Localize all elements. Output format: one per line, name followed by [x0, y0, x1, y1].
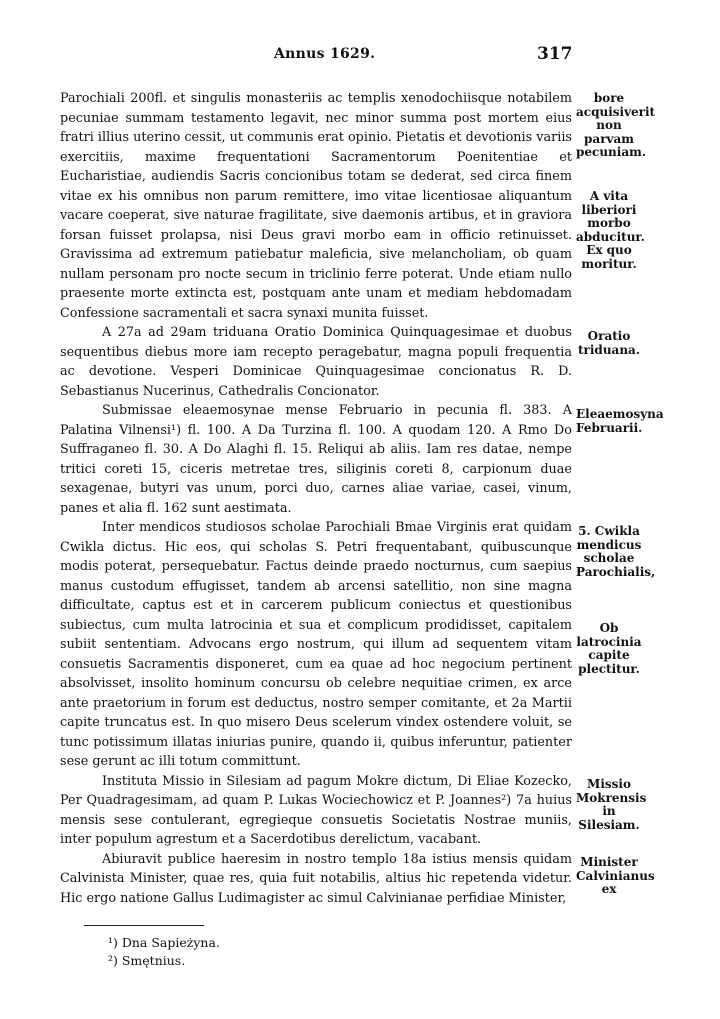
footnote-rule	[84, 925, 204, 926]
margin-note: Ob latrocinia capite plectitur.	[576, 621, 642, 676]
paragraph-5: Instituta Missio in Silesiam ad pagum Mokre dictum, Di Eliae Kozecko, Per Quadragesimam, ad quam P. Lukas Wociechowicz et P. Joannes²) 7a huius mensis sese contulerant, egregieque consuetis Societatis Nostrae muniis, inter populum agrestum et a Sacerdotibus derelictum, vacabant.	[60, 773, 572, 847]
margin-note: Missio Mokrensis in Silesiam.	[576, 777, 647, 832]
margin-note: Oratio triduana.	[578, 329, 640, 357]
footnote-1: ¹) Dna Sapieżyna.	[108, 935, 220, 950]
paragraph-6: Abiuravit publice haeresim in nostro templo 18a istius mensis quidam Calvinista Minister, quae res, quia fuit notabilis, altius hic repetenda videtur. Hic ergo natione Gallus Ludimagister ac simul Calvinianae perfidiae Minister,	[60, 851, 572, 906]
margin-note: Minister Calvinianus ex	[576, 855, 655, 896]
page-header	[0, 46, 720, 70]
page-number: 317	[537, 44, 573, 64]
paragraph-2: A 27a ad 29am triduana Oratio Dominica Quinquagesimae et duobus sequentibus diebus more iam recepto peragebatur, magna populi frequentia ac devotione. Vesperi Dominicae Quinquagesimae concionatus R. D. Sebastianus Nucerinus, Cathedralis Concionator.	[60, 325, 572, 399]
margin-note: 5. Cwikla mendicus scholae Parochialis,	[576, 524, 656, 579]
footnotes	[62, 925, 572, 970]
margin-note: Eleaemosyna Februarii.	[576, 407, 664, 435]
footnote-2: ²) Smętnius.	[108, 953, 186, 968]
paragraph-4: Inter mendicos studiosos scholae Parochiali Bmae Virginis erat quidam Cwikla dictus. Hic eos, qui scholas S. Petri frequentabant, quibuscunque modis poterat, persequebatur. Factus deinde praedo nocturnus, cum saepius manus custodum effugisset, tandem ab arcensi satellitio, non sine magna difficultate, captus est et in carcerem publicum coniectus et questionibus subiectus, cum multa latrocinia et sua et complicum prodidisset, capitalem subiit sententiam. Advocans ergo nostrum, qui illum ad sequentem vitam consuetis Sacramentis disponeret, cum ea quae ad hoc negocium pertinent absolvisset, insolito hominum concursu ob celebre nequitiae crimen, ex arce ante praetorium in forum est deductus, nostro semper comitante, et 2a Martii capite truncatus est. In quo misero Deus scelerum vindex ostendere voluit, se tunc potissimum illatas iniurias punire, quando ii, quibus inferuntur, patienter sese gerunt ac illi totum committunt.	[60, 520, 572, 769]
margin-note: bore acquisiverit non parvam pecuniam.	[576, 91, 656, 159]
main-text	[60, 89, 572, 908]
paragraph-3: Submissae eleaemosynae mense Februario in pecunia fl. 383. A Palatina Vilnensi¹) fl. 100. A Da Turzina fl. 100. A quodam 120. A Rmo Do Suffraganeo fl. 30. A Do Alaghi fl. 15. Reliqui ab aliis. Iam res datae, nempe tritici coreti 15, ciceris metretae tres, siliginis coreti 8, carpionum duae sexagenae, butyri vas unum, porci duo, carnes aliae variae, casei, vinum, panes et alia fl. 162 sunt aestimata.	[60, 403, 572, 516]
margin-note: A vita liberiori morbo abducitur. Ex quo moritur.	[576, 189, 645, 271]
running-title: Annus 1629.	[274, 46, 376, 62]
paragraph-1: Parochiali 200fl. et singulis monasteriis ac templis xenodochiisque notabilem pecuniae summam testamento legavit, nec minor summa post mortem eius fratri illius uterino cessit, ut communis erat opinio. Pietatis et devotionis variis exercitiis, maxime frequentationi Sacramentorum Poenitentiae et Eucharistiae, audiendis Sacris concionibus totam se dederat, sed circa finem vitae ex his omnibus non parum remittere, imo vitae licentiosae aliquantum vacare coeperat, sive naturae fragilitate, sive daemonis artibus, et in graviora forsan fuisset prolapsa, nisi Deus gravi morbo eam in officio retinuisset. Gravissima ad extremum patiebatur maleficia, sive melancholiam, ob quam nullam personam pro nocte secum in triclinio ferre poterat. Unde etiam nullo praesente morte extincta est, postquam ante unam et mediam hebdomadam Confessione sacramentali et sacra synaxi munita fuisset.	[60, 91, 572, 321]
